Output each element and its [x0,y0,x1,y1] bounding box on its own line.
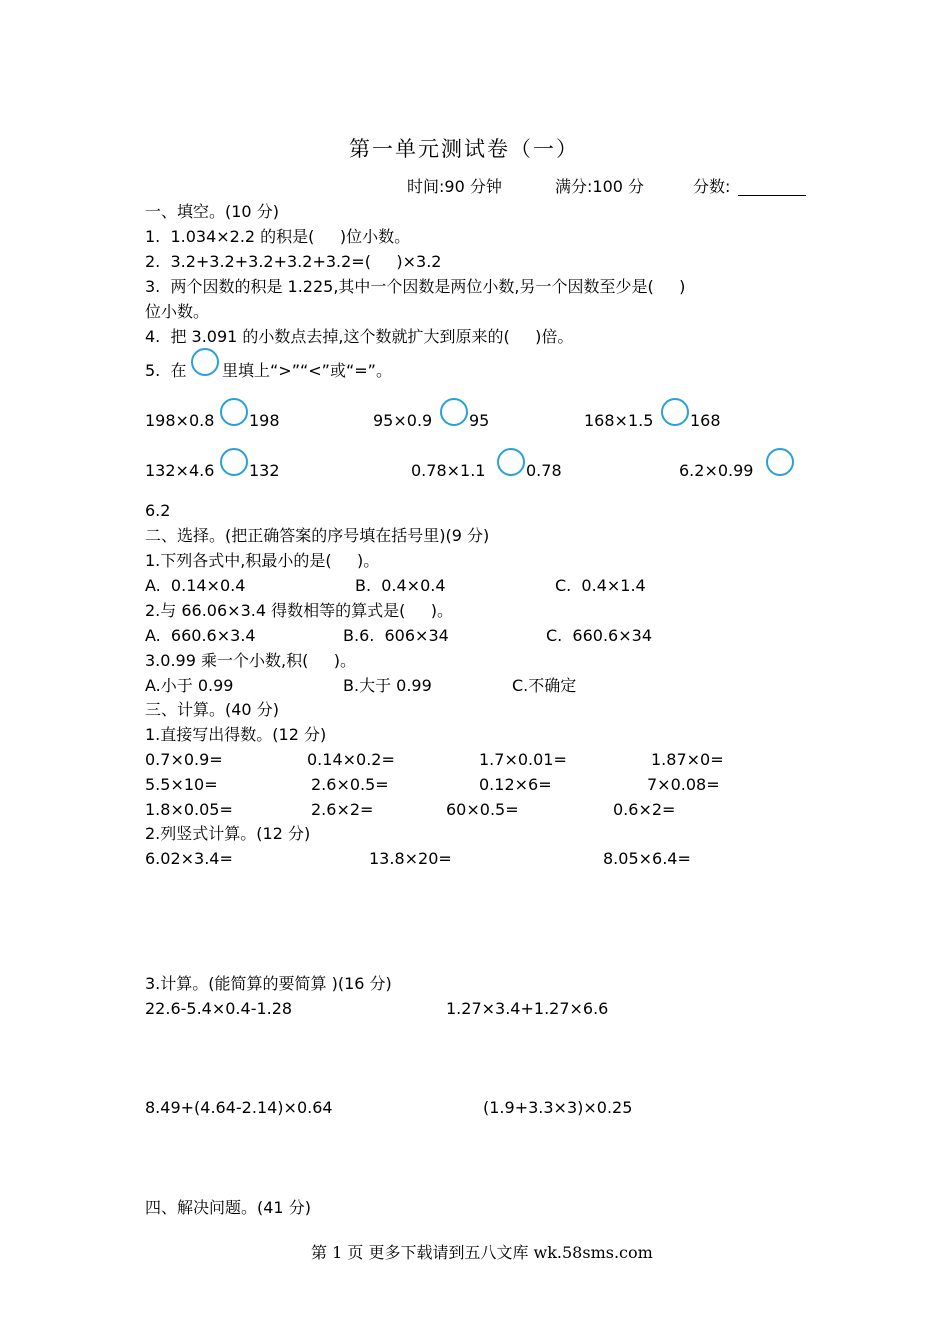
compare-5-left: 0.78×1.1 [411,461,486,480]
section-3-part-1: 1.直接写出得数。(12 分) [145,725,327,744]
page-title: 第一单元测试卷（一） [349,137,579,161]
question-1-2: 2. 3.2+3.2+3.2+3.2+3.2=( )×3.2 [145,252,442,271]
oral-calc-item: 0.6×2= [613,800,676,819]
question-2-2: 2.与 66.06×3.4 得数相等的算式是( )。 [145,601,454,620]
question-2-3-option-a: A.小于 0.99 [145,676,234,695]
compare-5-circle[interactable] [497,448,525,476]
compare-2-left: 95×0.9 [373,411,433,430]
score-blank-line [738,195,806,196]
oral-calc-item: 1.7×0.01= [479,750,567,769]
question-2-3-option-c: C.不确定 [512,676,577,695]
compare-1-right: 198 [249,411,280,430]
compare-1-circle[interactable] [220,398,248,426]
compare-6-circle[interactable] [766,448,794,476]
oral-calc-item: 0.7×0.9= [145,750,223,769]
oral-calc-item: 1.8×0.05= [145,800,233,819]
section-3-part-2: 2.列竖式计算。(12 分) [145,824,311,843]
compare-4-left: 132×4.6 [145,461,215,480]
oral-calc-item: 0.14×0.2= [307,750,395,769]
question-2-2-option-a: A. 660.6×3.4 [145,626,256,645]
question-2-2-option-b: B.6. 606×34 [343,626,449,645]
score-label: 分数: [693,177,731,196]
compare-3-circle[interactable] [661,398,689,426]
full-score-label: 满分:100 分 [555,177,645,196]
vertical-calc-3: 8.05×6.4= [603,849,691,868]
oral-calc-item: 0.12×6= [479,775,552,794]
oral-calc-item: 1.87×0= [651,750,724,769]
question-2-1-option-c: C. 0.4×1.4 [555,576,646,595]
oral-calc-item: 7×0.08= [647,775,720,794]
question-2-1: 1.下列各式中,积最小的是( )。 [145,551,380,570]
compare-6-right: 6.2 [145,501,171,520]
question-1-1: 1. 1.034×2.2 的积是( )位小数。 [145,227,411,246]
section-3-part-3: 3.计算。(能简算的要简算 )(16 分) [145,974,392,993]
page-footer: 第 1 页 更多下载请到五八文库 wk.58sms.com [311,1243,653,1262]
vertical-calc-1: 6.02×3.4= [145,849,233,868]
question-2-2-option-c: C. 660.6×34 [546,626,652,645]
calc-expression-4: (1.9+3.3×3)×0.25 [483,1098,633,1117]
compare-3-left: 168×1.5 [584,411,654,430]
question-2-3-option-b: B.大于 0.99 [343,676,432,695]
question-2-3: 3.0.99 乘一个小数,积( )。 [145,651,356,670]
compare-circle-example [191,348,219,376]
question-1-5-prefix: 5. 在 [145,361,187,380]
section-1-heading: 一、填空。(10 分) [145,202,279,221]
oral-calc-item: 2.6×2= [311,800,374,819]
question-1-3-cont: 位小数。 [145,302,210,321]
compare-5-right: 0.78 [526,461,562,480]
compare-4-right: 132 [249,461,280,480]
vertical-calc-2: 13.8×20= [369,849,452,868]
compare-2-circle[interactable] [440,398,468,426]
compare-1-left: 198×0.8 [145,411,215,430]
section-3-heading: 三、计算。(40 分) [145,700,279,719]
question-1-3: 3. 两个因数的积是 1.225,其中一个因数是两位小数,另一个因数至少是( ) [145,277,686,296]
calc-expression-2: 1.27×3.4+1.27×6.6 [446,999,609,1018]
question-2-1-option-b: B. 0.4×0.4 [355,576,446,595]
question-1-5-suffix: 里填上“>”“<”或“=”。 [222,361,392,380]
question-2-1-option-a: A. 0.14×0.4 [145,576,246,595]
oral-calc-item: 5.5×10= [145,775,218,794]
section-2-heading: 二、选择。(把正确答案的序号填在括号里)(9 分) [145,526,490,545]
oral-calc-item: 2.6×0.5= [311,775,389,794]
compare-3-right: 168 [690,411,721,430]
time-label: 时间:90 分钟 [407,177,502,196]
question-1-4: 4. 把 3.091 的小数点去掉,这个数就扩大到原来的( )倍。 [145,327,574,346]
compare-6-left: 6.2×0.99 [679,461,754,480]
compare-2-right: 95 [469,411,490,430]
compare-4-circle[interactable] [220,448,248,476]
oral-calc-item: 60×0.5= [446,800,519,819]
calc-expression-3: 8.49+(4.64-2.14)×0.64 [145,1098,333,1117]
section-4-heading: 四、解决问题。(41 分) [145,1198,311,1217]
calc-expression-1: 22.6-5.4×0.4-1.28 [145,999,293,1018]
